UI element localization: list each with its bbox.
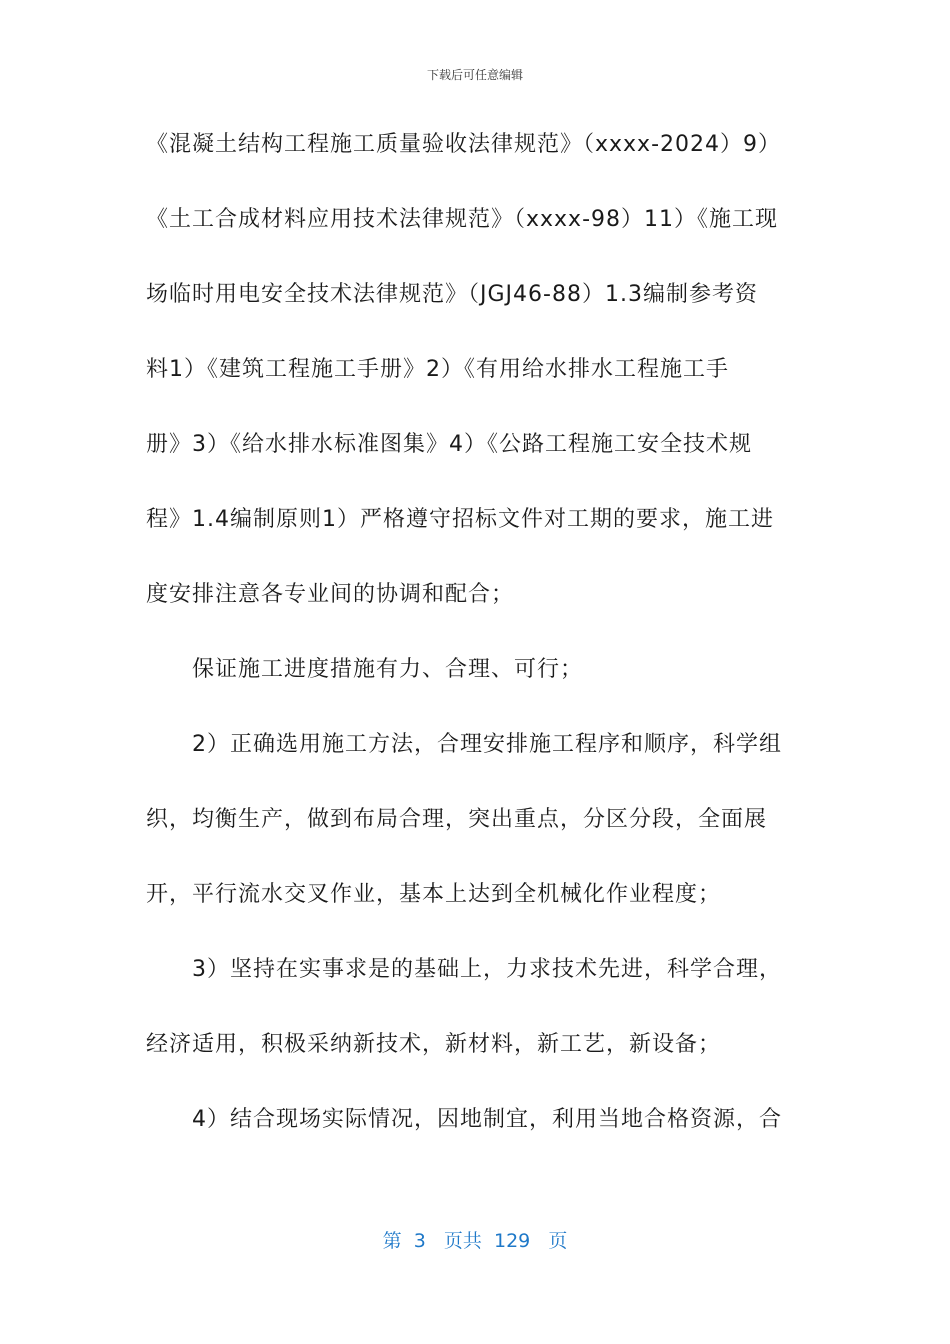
- body-line: 册》3）《给水排水标准图集》4）《公路工程施工安全技术规: [146, 432, 752, 457]
- body-line: 场临时用电安全技术法律规范》（JGJ46-88）1.3编制参考资: [146, 282, 758, 307]
- body-line: 《土工合成材料应用技术法律规范》（xxxx-98）11）《施工现: [146, 207, 779, 232]
- body-line: 织，均衡生产，做到布局合理，突出重点，分区分段，全面展: [146, 807, 768, 832]
- body-line: 开，平行流水交叉作业，基本上达到全机械化作业程度；: [146, 882, 722, 907]
- body-line: 《混凝土结构工程施工质量验收法律规范》（xxxx-2024）9）: [146, 132, 782, 157]
- body-line: 程》1.4编制原则1）严格遵守招标文件对工期的要求，施工进: [146, 507, 774, 532]
- body-line: 保证施工进度措施有力、合理、可行；: [192, 657, 584, 682]
- page-footer: 第 3 页共 129 页: [382, 1230, 568, 1252]
- body-line: 3）坚持在实事求是的基础上，力求技术先进，科学合理，: [192, 957, 782, 982]
- body-line: 度安排注意各专业间的协调和配合；: [146, 582, 515, 607]
- body-line: 4）结合现场实际情况，因地制宜，利用当地合格资源，合: [192, 1107, 782, 1132]
- body-line: 2）正确选用施工方法，合理安排施工程序和顺序，科学组: [192, 732, 782, 757]
- body-line: 料1）《建筑工程施工手册》2）《有用给水排水工程施工手: [146, 357, 729, 382]
- page-header: 下载后可任意编辑: [426, 68, 523, 82]
- body-line: 经济适用，积极采纳新技术，新材料，新工艺，新设备；: [146, 1032, 722, 1057]
